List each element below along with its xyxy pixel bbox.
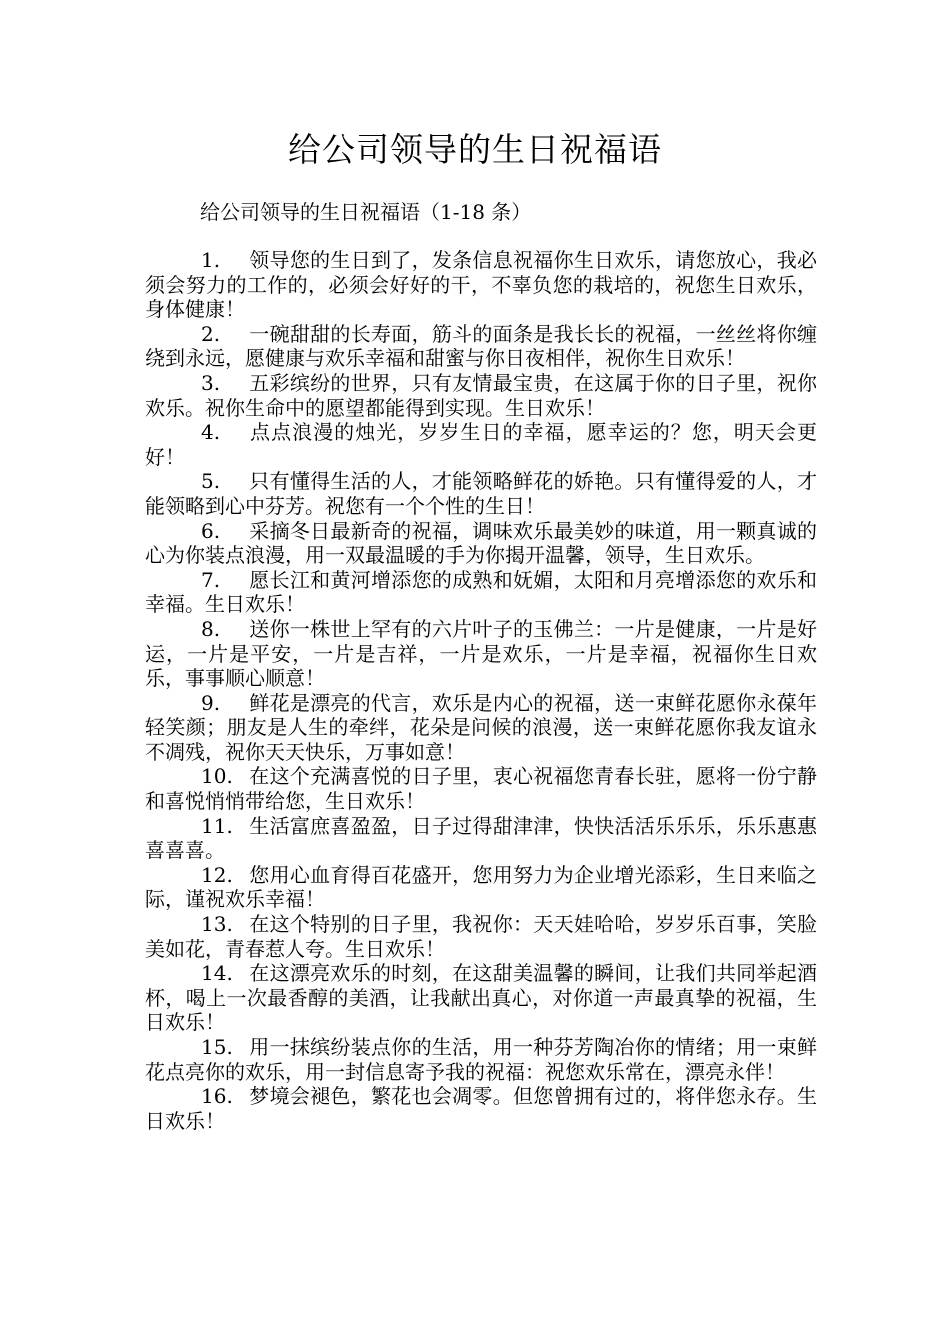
item-number: 6. <box>201 518 221 543</box>
item-number: 9. <box>201 690 221 715</box>
item-number: 13. <box>201 912 233 937</box>
item-text: 在这个特别的日子里，我祝你：天天娃哈哈，岁岁乐百事，笑脸美如花，青春惹人夸。生日欢乐！ <box>145 912 817 961</box>
list-item <box>145 248 817 322</box>
list-item <box>145 912 817 961</box>
list-item <box>145 371 817 420</box>
item-text: 五彩缤纷的世界，只有友情最宝贵，在这属于你的日子里，祝你欢乐。祝你生命中的愿望都能得到实现。生日欢乐！ <box>145 370 817 420</box>
item-number: 5. <box>201 469 221 494</box>
item-number: 16. <box>201 1084 233 1109</box>
item-number: 12. <box>201 862 233 887</box>
item-text: 用一抹缤纷装点你的生活，用一种芬芳陶冶你的情绪；用一束鲜花点亮你的欢乐，用一封信息寄予我的祝福：祝您欢乐常在，漂亮永伴！ <box>145 1035 817 1084</box>
item-text: 领导您的生日到了，发条信息祝福你生日欢乐，请您放心，我必须会努力的工作的，必须会好好的干，不辜负您的栽培的，祝您生日欢乐，身体健康！ <box>145 248 817 322</box>
list-item <box>145 568 817 617</box>
list-item <box>145 1035 817 1084</box>
item-text: 您用心血育得百花盛开，您用努力为企业增光添彩，生日来临之际，谨祝欢乐幸福！ <box>145 862 817 912</box>
item-text: 只有懂得生活的人，才能领略鲜花的娇艳。只有懂得爱的人，才能领略到心中芬芳。祝您有一个个性的生日！ <box>145 469 817 518</box>
item-number: 7. <box>201 567 221 592</box>
list-item <box>145 469 817 518</box>
item-text: 鲜花是漂亮的代言，欢乐是内心的祝福，送一束鲜花愿你永葆年轻笑颜；朋友是人生的牵绊，花朵是问候的浪漫，送一束鲜花愿你我友谊永不凋残，祝你天天快乐，万事如意！ <box>145 690 817 764</box>
list-item <box>145 1084 817 1133</box>
item-text: 梦境会褪色，繁花也会凋零。但您曾拥有过的，将伴您永存。生日欢乐！ <box>145 1084 817 1133</box>
item-text: 愿长江和黄河增添您的成熟和妩媚，太阳和月亮增添您的欢乐和幸福。生日欢乐！ <box>145 567 817 617</box>
document-subtitle: 给公司领导的生日祝福语（1-18 条） <box>200 200 532 224</box>
list-item <box>145 420 817 469</box>
item-text: 生活富庶喜盈盈，日子过得甜津津，快快活活乐乐乐，乐乐惠惠喜喜喜。 <box>145 813 817 863</box>
item-number: 15. <box>201 1035 233 1059</box>
item-text: 点点浪漫的烛光，岁岁生日的幸福，愿幸运的？您，明天会更好！ <box>145 420 817 469</box>
list-item <box>145 764 817 813</box>
item-number: 8. <box>201 616 221 641</box>
item-text: 采摘冬日最新奇的祝福，调味欢乐最美妙的味道，用一颗真诚的心为你装点浪漫，用一双最温暖的手为你揭开温馨，领导，生日欢乐。 <box>145 518 817 568</box>
list-item <box>145 519 817 568</box>
item-number: 10. <box>201 764 233 789</box>
item-text: 送你一株世上罕有的六片叶子的玉佛兰：一片是健康，一片是好运，一片是平安，一片是吉祥，一片是欢乐，一片是幸福，祝福你生日欢乐，事事顺心顺意！ <box>145 616 817 691</box>
item-number: 11. <box>201 813 233 838</box>
list-item <box>145 617 817 691</box>
item-text: 一碗甜甜的长寿面，筋斗的面条是我长长的祝福，一丝丝将你缠绕到永远，愿健康与欢乐幸福和甜蜜与你日夜相伴，祝你生日欢乐！ <box>145 321 817 371</box>
item-number: 14. <box>201 961 233 986</box>
item-number: 4. <box>201 420 221 445</box>
wishes-list <box>145 248 817 1133</box>
list-item <box>145 961 817 1035</box>
list-item <box>145 691 817 765</box>
item-number: 1. <box>201 248 221 272</box>
item-text: 在这漂亮欢乐的时刻，在这甜美温馨的瞬间，让我们共同举起酒杯，喝上一次最香醇的美酒，让我献出真心，对你道一声最真挚的祝福，生日欢乐！ <box>145 961 817 1035</box>
page-title: 给公司领导的生日祝福语 <box>288 130 662 169</box>
list-item <box>145 863 817 912</box>
list-item <box>145 322 817 371</box>
item-number: 2. <box>201 321 221 346</box>
item-text: 在这个充满喜悦的日子里，衷心祝福您青春长驻，愿将一份宁静和喜悦悄悄带给您，生日欢乐！ <box>145 764 817 814</box>
item-number: 3. <box>201 370 221 395</box>
list-item <box>145 814 817 863</box>
